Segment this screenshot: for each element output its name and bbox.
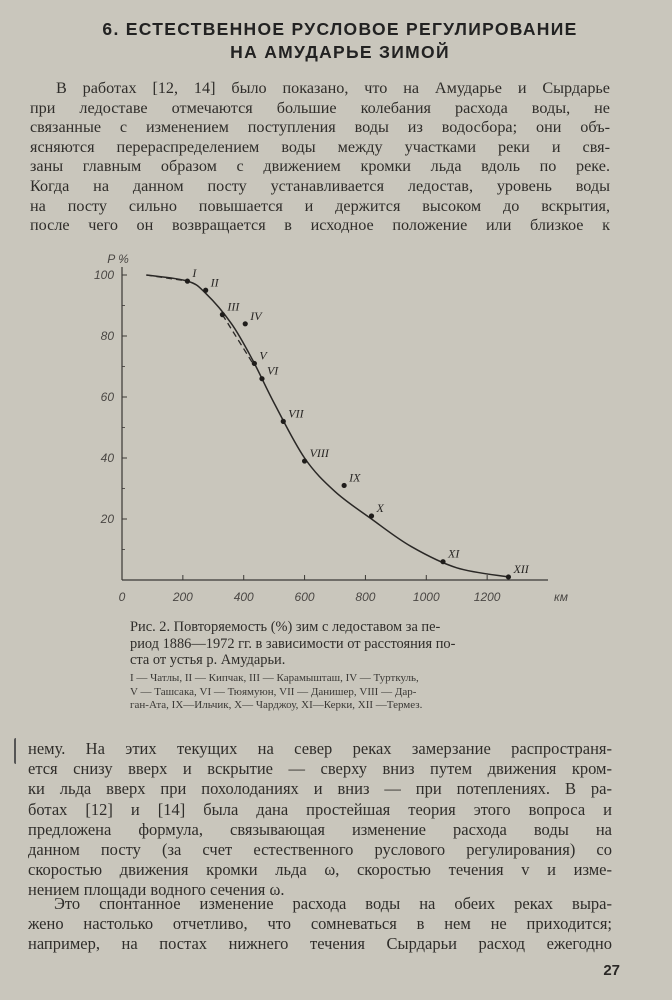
figure-legend (130, 672, 530, 713)
paragraph-3-line: Это спонтанное изменение расхода воды на обеих реках выра- (54, 894, 612, 913)
station-label: IV (250, 308, 262, 323)
y-tick-label: 80 (100, 329, 114, 343)
paragraph-1-line: при ледоставе отмечаются большие колебания расхода воды, не (30, 98, 610, 117)
station-point (342, 483, 347, 488)
x-tick-label: 400 (233, 590, 254, 604)
paragraph-2-line: нему. На этих текущих на север реках замерзание распространя- (28, 739, 612, 758)
fitted-curve (146, 275, 508, 577)
paragraph-2-line: предложена формула, связывающая изменение расхода воды на (28, 819, 612, 839)
caption-line: Рис. 2. Повторяемость (%) зим с ледоставом за пе- (130, 619, 441, 635)
station-label: VI (266, 363, 279, 378)
x-tick-label: 600 (294, 590, 315, 604)
station-point (185, 279, 190, 284)
legend-line: I — Чатлы, II — Кипчак, III — Карамышташ, IV — Турткуль, (130, 672, 419, 684)
x-tick-label: 1000 (412, 590, 440, 604)
paragraph-1-line: Когда на данном посту устанавливается ледостав, уровень воды (30, 176, 610, 195)
x-axis-unit-label: км (554, 590, 568, 604)
station-label: XI (448, 546, 460, 561)
station-label: V (259, 348, 267, 363)
x-tick-label: 0 (118, 590, 126, 604)
paragraph-2-line: ется снизу вверх и вскрытие — сверху вниз путем движения кром- (28, 759, 612, 779)
station-label: XII (513, 561, 529, 576)
station-label: I (192, 266, 197, 281)
station-label: X (376, 500, 384, 515)
paragraph-2 (28, 739, 612, 901)
station-point (440, 559, 445, 564)
page-number: 27 (603, 962, 620, 979)
y-axis-label: P % (107, 252, 129, 266)
section-title-line-2: НА АМУДАРЬЕ ЗИМОЙ (230, 42, 450, 62)
paragraph-3 (28, 894, 612, 955)
paragraph-1-line: после чего он возвращается в исходное положение или близкое к (30, 216, 610, 235)
station-label: VIII (309, 446, 329, 461)
section-title-line-1: 6. ЕСТЕСТВЕННОЕ РУСЛОВОЕ РЕГУЛИРОВАНИЕ (102, 19, 578, 39)
paragraph-1-line: ясняются перераспределением воды между участками реки и свя- (30, 137, 610, 156)
station-point (506, 574, 511, 579)
paragraph-2-line: скоростью движения кромки льда ω, скоростью течения v и изме- (28, 860, 612, 880)
station-point (252, 361, 257, 366)
paragraph-2-line: ботах [12] и [14] была дана простейшая теория этого вопроса и (28, 799, 612, 819)
paragraph-1-line: В работах [12, 14] было показано, что на Амударье и Сырдарье (56, 79, 610, 97)
paragraph-1-line: заны главным образом с движением кромки льда вдоль по реке. (30, 157, 610, 176)
dashed-segment (222, 315, 252, 364)
x-tick-label: 200 (172, 590, 193, 604)
station-point (369, 513, 374, 518)
station-label: VII (288, 406, 304, 421)
station-point (220, 312, 225, 317)
station-point (243, 321, 248, 326)
paragraph-3-line: жено настолько отчетливо, что сомневаться в нем не приходится; (28, 914, 612, 934)
station-point (302, 458, 307, 463)
y-tick-label: 20 (100, 512, 114, 526)
paragraph-2-line: данном посту (за счет естественного руслового регулирования) со (28, 840, 612, 860)
legend-line: ган-Ата, IX—Ильчик, X— Чарджоу, XI—Керки, XII —Термез. (130, 699, 423, 711)
station-label: II (210, 275, 219, 290)
margin-pencil-mark (14, 738, 20, 764)
x-tick-label: 800 (355, 590, 376, 604)
caption-line: ста от устья р. Амударьи. (130, 652, 286, 668)
station-point (203, 288, 208, 293)
legend-line: V — Ташсака, VI — Тюямуюн, VII — Данишер, VIII — Дар- (130, 685, 417, 698)
station-point (259, 376, 264, 381)
caption-line: риод 1886—1972 гг. в зависимости от расстояния по- (130, 635, 456, 652)
paragraph-2-line: ки льда вверх при похолоданиях и вниз — при потеплениях. В ра- (28, 779, 612, 799)
y-tick-label: 60 (100, 390, 114, 404)
y-tick-label: 100 (93, 268, 114, 282)
station-point (281, 419, 286, 424)
paragraph-1-line: на посту сильно повышается и держится высоком до вскрытия, (30, 196, 610, 215)
station-label: III (227, 299, 240, 314)
station-label: IX (349, 470, 361, 485)
paragraph-1-line: связанные с изменением поступления воды из водосбора; они объ- (30, 118, 610, 137)
figure-caption (130, 619, 530, 669)
y-tick-label: 40 (100, 451, 114, 465)
x-tick-label: 1200 (473, 590, 501, 604)
paragraph-2-line: нением площади водного сечения ω. (28, 880, 285, 900)
paragraph-3-line: например, на постах нижнего течения Сырдарьи расход ежегодно (28, 934, 612, 954)
